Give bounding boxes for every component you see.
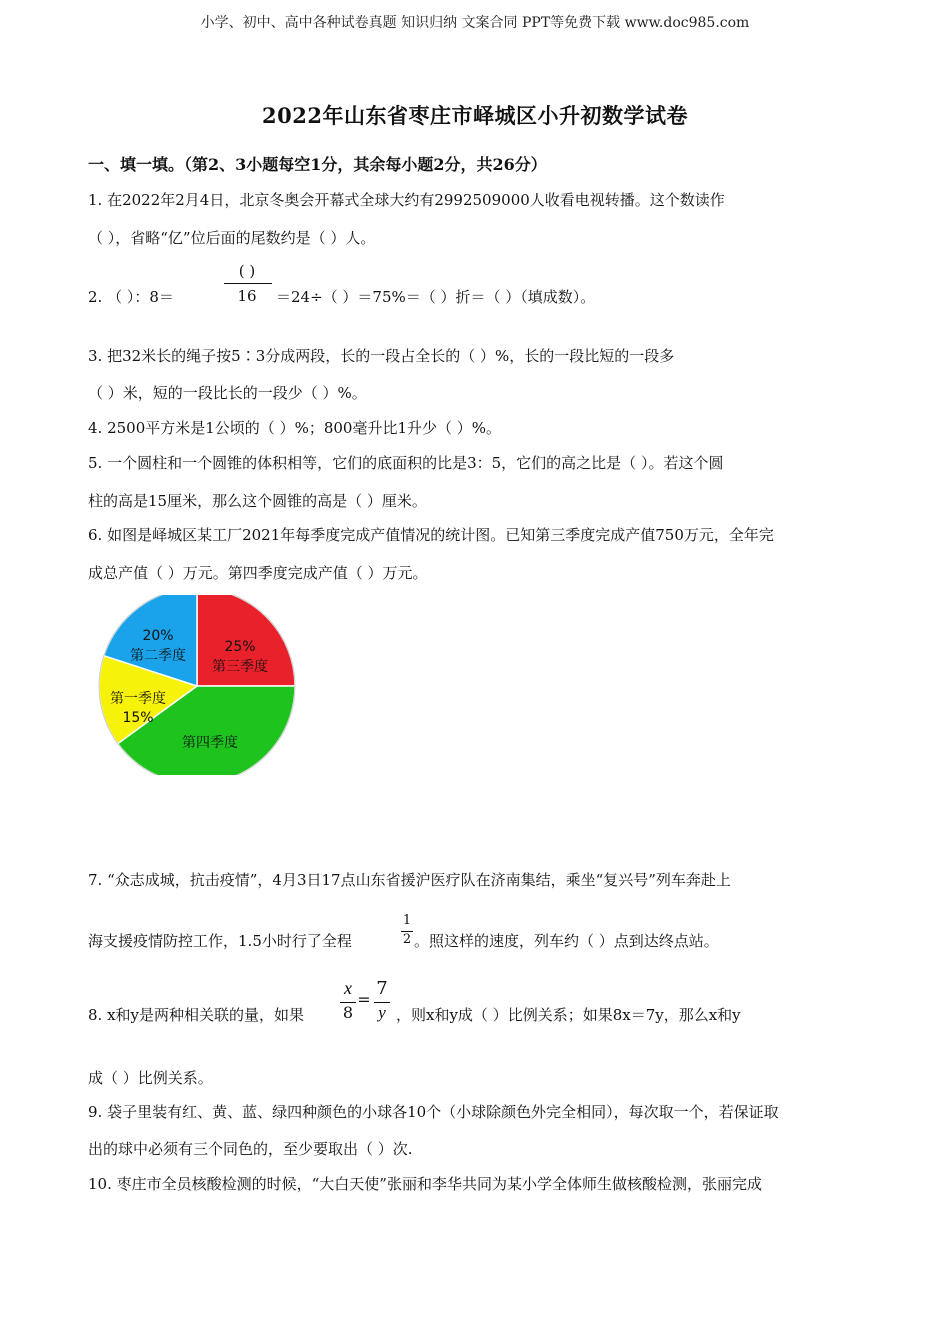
- q3-line2: （ ）米，短的一段比长的一段少（ ）%。: [88, 384, 367, 402]
- q1-line2: （ ），省略“亿”位后面的尾数约是（ ）人。: [88, 229, 376, 247]
- q7-fraction-denominator: 2: [402, 932, 412, 947]
- label-q3-percent: 25%: [224, 639, 256, 655]
- label-q2-percent: 20%: [142, 628, 174, 644]
- q7-line2b: 。照这样的速度，列车约（ ）点到达终点站。: [414, 932, 719, 950]
- q7-line1: 7. “众志成城，抗击疫情”，4月3日17点山东省援沪医疗队在济南集结，乘坐“复兴号”列车奔赴上: [88, 871, 731, 889]
- q8-fraction1-denominator: 8: [342, 1003, 354, 1022]
- q8-line2: 成（ ）比例关系。: [88, 1069, 213, 1087]
- q5-line2: 柱的高是15厘米，那么这个圆锥的高是（ ）厘米。: [88, 492, 427, 510]
- label-q3-name: 第三季度: [212, 659, 268, 675]
- q8-suffix: ，则x和y成（ ）比例关系；如果8x＝7y，那么x和y: [396, 1006, 741, 1024]
- q2-before: 2. （ ）：8＝: [88, 288, 174, 306]
- q8-equals-sign: =: [357, 990, 371, 1009]
- label-q2-name: 第二季度: [130, 648, 186, 664]
- q7-line2a: 海支援疫情防控工作，1.5小时行了全程: [88, 932, 352, 950]
- q8-fraction2-denominator: y: [378, 1003, 386, 1022]
- q3-line1: 3. 把32米长的绳子按5∶3分成两段，长的一段占全长的（ ）%，长的一段比短的一段多: [88, 347, 675, 365]
- q8-fraction1-numerator: x: [344, 978, 352, 998]
- q9-line2: 出的球中必须有三个同色的，至少要取出（ ）次.: [88, 1140, 413, 1158]
- q5-line1: 5. 一个圆柱和一个圆锥的体积相等，它们的底面积的比是3：5，它们的高之比是（ ）。若这个圆: [88, 454, 724, 472]
- q6-line1: 6. 如图是峄城区某工厂2021年每季度完成产值情况的统计图。已知第三季度完成产值750万元，全年完: [88, 526, 774, 544]
- q2-fraction-numerator: ( ): [238, 262, 256, 280]
- q10-line1: 10. 枣庄市全员核酸检测的时候，“大白天使”张丽和李华共同为某小学全体师生做核酸检测，张丽完成: [88, 1175, 762, 1193]
- q2-fraction-bar: [224, 283, 272, 284]
- pie-chart: [92, 595, 312, 775]
- q6-line2: 成总产值（ ）万元。第四季度完成产值（ ）万元。: [88, 564, 428, 582]
- section-heading: 一、填一填。（第2、3小题每空1分，其余每小题2分，共26分）: [88, 155, 547, 174]
- q4-line: 4. 2500平方米是1公顷的（ ）%；800毫升比1升少（ ）%。: [88, 419, 502, 437]
- page-header: 小学、初中、高中各种试卷真题 知识归纳 文案合同 PPT等免费下载 www.doc985.com: [200, 15, 750, 31]
- q8-prefix: 8. x和y是两种相关联的量，如果: [88, 1006, 305, 1024]
- q1-line1: 1. 在2022年2月4日，北京冬奥会开幕式全球大约有2992509000人收看电视转播。这个数读作: [88, 191, 725, 209]
- label-q4-name: 第四季度: [182, 735, 238, 751]
- label-q1-name: 第一季度: [110, 691, 166, 707]
- page-title: 2022年山东省枣庄市峄城区小升初数学试卷: [262, 103, 688, 128]
- q2-fraction-denominator: 16: [237, 287, 257, 305]
- q9-line1: 9. 袋子里装有红、黄、蓝、绿四种颜色的小球各10个（小球除颜色外完全相同），每次取一个，若保证取: [88, 1103, 779, 1121]
- q8-fraction2-numerator: 7: [376, 978, 388, 999]
- q2-after: ＝24÷（ ）＝75%＝（ ）折＝（ ）（填成数）。: [276, 288, 596, 306]
- label-q1-percent: 15%: [122, 710, 154, 726]
- q7-fraction-numerator: 1: [402, 913, 412, 928]
